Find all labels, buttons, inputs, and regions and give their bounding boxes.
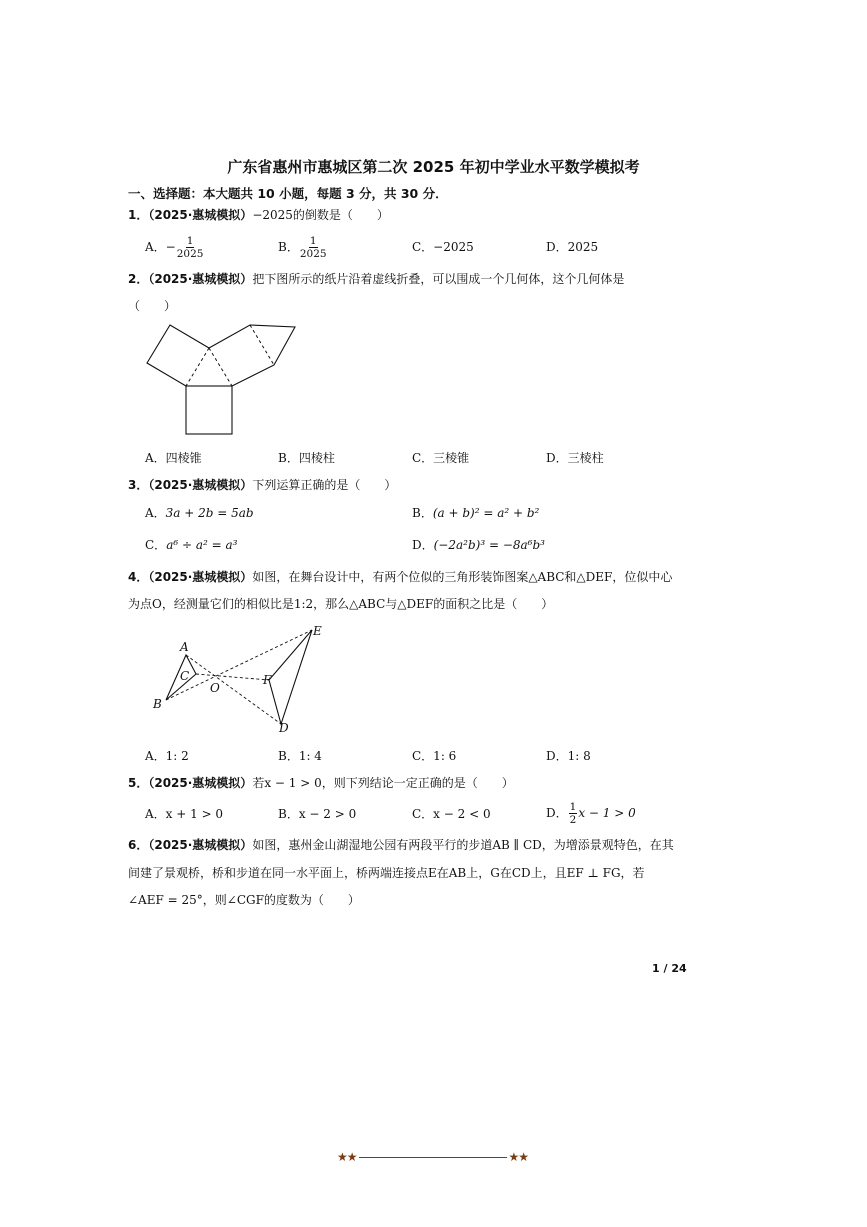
q2-option-c: C．三棱锥 bbox=[412, 451, 470, 465]
label-b: B bbox=[153, 697, 162, 711]
question-tag: 2．（2025·惠城模拟） bbox=[128, 272, 253, 286]
q2-option-d: D．三棱柱 bbox=[546, 451, 604, 465]
question-5 bbox=[128, 774, 514, 791]
q1-option-b: B． $\frac{1}{2025}$ bbox=[278, 235, 327, 260]
q2-option-a: A．四棱锥 bbox=[145, 451, 202, 465]
question-4-line2: 为点O，经测量它们的相似比是1:2，那么△ABC与△DEF的面积之比是（ ） bbox=[128, 597, 554, 611]
question-3 bbox=[128, 476, 396, 493]
label-d: D bbox=[279, 721, 289, 735]
label-o: O bbox=[210, 681, 220, 695]
question-2-paren: （ ） bbox=[128, 299, 177, 313]
question-6-line2: 间建了景观桥，桥和步道在同一水平面上，桥两端连接点E在AB上，G在CD上，且EF ⊥ FG，若 bbox=[128, 866, 645, 880]
q1-option-c: C．−2025 bbox=[412, 240, 474, 254]
q2-net-figure bbox=[140, 318, 310, 440]
q3-option-c: C．a⁶ ÷ a² = a³ bbox=[145, 538, 238, 552]
label-f: F bbox=[263, 673, 272, 687]
question-1 bbox=[128, 206, 389, 223]
q3-option-a: A．3a + 2b = 5ab bbox=[145, 506, 254, 520]
label-c: C bbox=[180, 669, 190, 683]
page-title: 广东省惠州市惠城区第二次 2025 年初中学业水平数学模拟考 bbox=[227, 158, 640, 176]
label-a: A bbox=[180, 640, 189, 654]
question-tag: 1．（2025·惠城模拟） bbox=[128, 208, 253, 222]
question-stem: 若x − 1 > 0，则下列结论一定正确的是（ ） bbox=[252, 776, 514, 790]
footer-ornament bbox=[337, 1150, 528, 1164]
q1-option-a: A．− $\frac{1}{2025}$ bbox=[145, 235, 204, 260]
question-expr: −2025 bbox=[252, 208, 293, 222]
divider-line bbox=[359, 1157, 507, 1158]
question-tag: 4．（2025·惠城模拟） bbox=[128, 570, 253, 584]
fraction: $\frac{1}{2}$ bbox=[569, 801, 577, 826]
question-2 bbox=[128, 270, 624, 287]
question-stem: 如图，惠州金山湖湿地公园有两段平行的步道AB ∥ CD，为增添景观特色，在其 bbox=[252, 838, 674, 852]
q4-option-d: D．1: 8 bbox=[546, 749, 591, 763]
question-stem: 下列运算正确的是（ ） bbox=[252, 478, 397, 492]
star-icon: ★★ bbox=[508, 1150, 529, 1164]
q2-option-b: B．四棱柱 bbox=[278, 451, 335, 465]
q3-option-b: B．(a + b)² = a² + b² bbox=[412, 506, 540, 520]
q4-homothety-figure bbox=[150, 620, 330, 736]
fraction: $\frac{1}{2025}$ bbox=[176, 235, 204, 260]
question-stem: 把下图所示的纸片沿着虚线折叠，可以围成一个几何体，这个几何体是 bbox=[252, 272, 625, 286]
q5-option-b: B．x − 2 > 0 bbox=[278, 807, 357, 821]
question-tag: 3．（2025·惠城模拟） bbox=[128, 478, 253, 492]
question-tag: 5．（2025·惠城模拟） bbox=[128, 776, 253, 790]
q5-option-a: A．x + 1 > 0 bbox=[145, 807, 224, 821]
fraction: $\frac{1}{2025}$ bbox=[299, 235, 327, 260]
page-number: 1 / 24 bbox=[652, 962, 687, 975]
question-6-line3: ∠AEF = 25°，则∠CGF的度数为（ ） bbox=[128, 893, 360, 907]
star-icon: ★★ bbox=[337, 1150, 357, 1164]
question-stem: 如图，在舞台设计中，有两个位似的三角形装饰图案△ABC和△DEF，位似中心 bbox=[252, 570, 673, 584]
q4-option-b: B．1: 4 bbox=[278, 749, 322, 763]
question-stem: 的倒数是（ ） bbox=[292, 208, 389, 222]
q4-option-a: A．1: 2 bbox=[145, 749, 189, 763]
question-4 bbox=[128, 568, 672, 585]
q5-option-c: C．x − 2 < 0 bbox=[412, 807, 491, 821]
q3-option-d: D．(−2a²b)³ = −8a⁶b³ bbox=[412, 538, 545, 552]
question-tag: 6．（2025·惠城模拟） bbox=[128, 838, 253, 852]
q4-option-c: C．1: 6 bbox=[412, 749, 457, 763]
q5-option-d: D． $\frac{1}{2}$ x − 1 > 0 bbox=[546, 801, 636, 826]
question-6 bbox=[128, 836, 674, 853]
label-e: E bbox=[313, 624, 322, 638]
section-heading: 一、选择题：本大题共 10 小题，每题 3 分，共 30 分． bbox=[128, 186, 448, 201]
q1-option-d: D．2025 bbox=[546, 240, 599, 254]
